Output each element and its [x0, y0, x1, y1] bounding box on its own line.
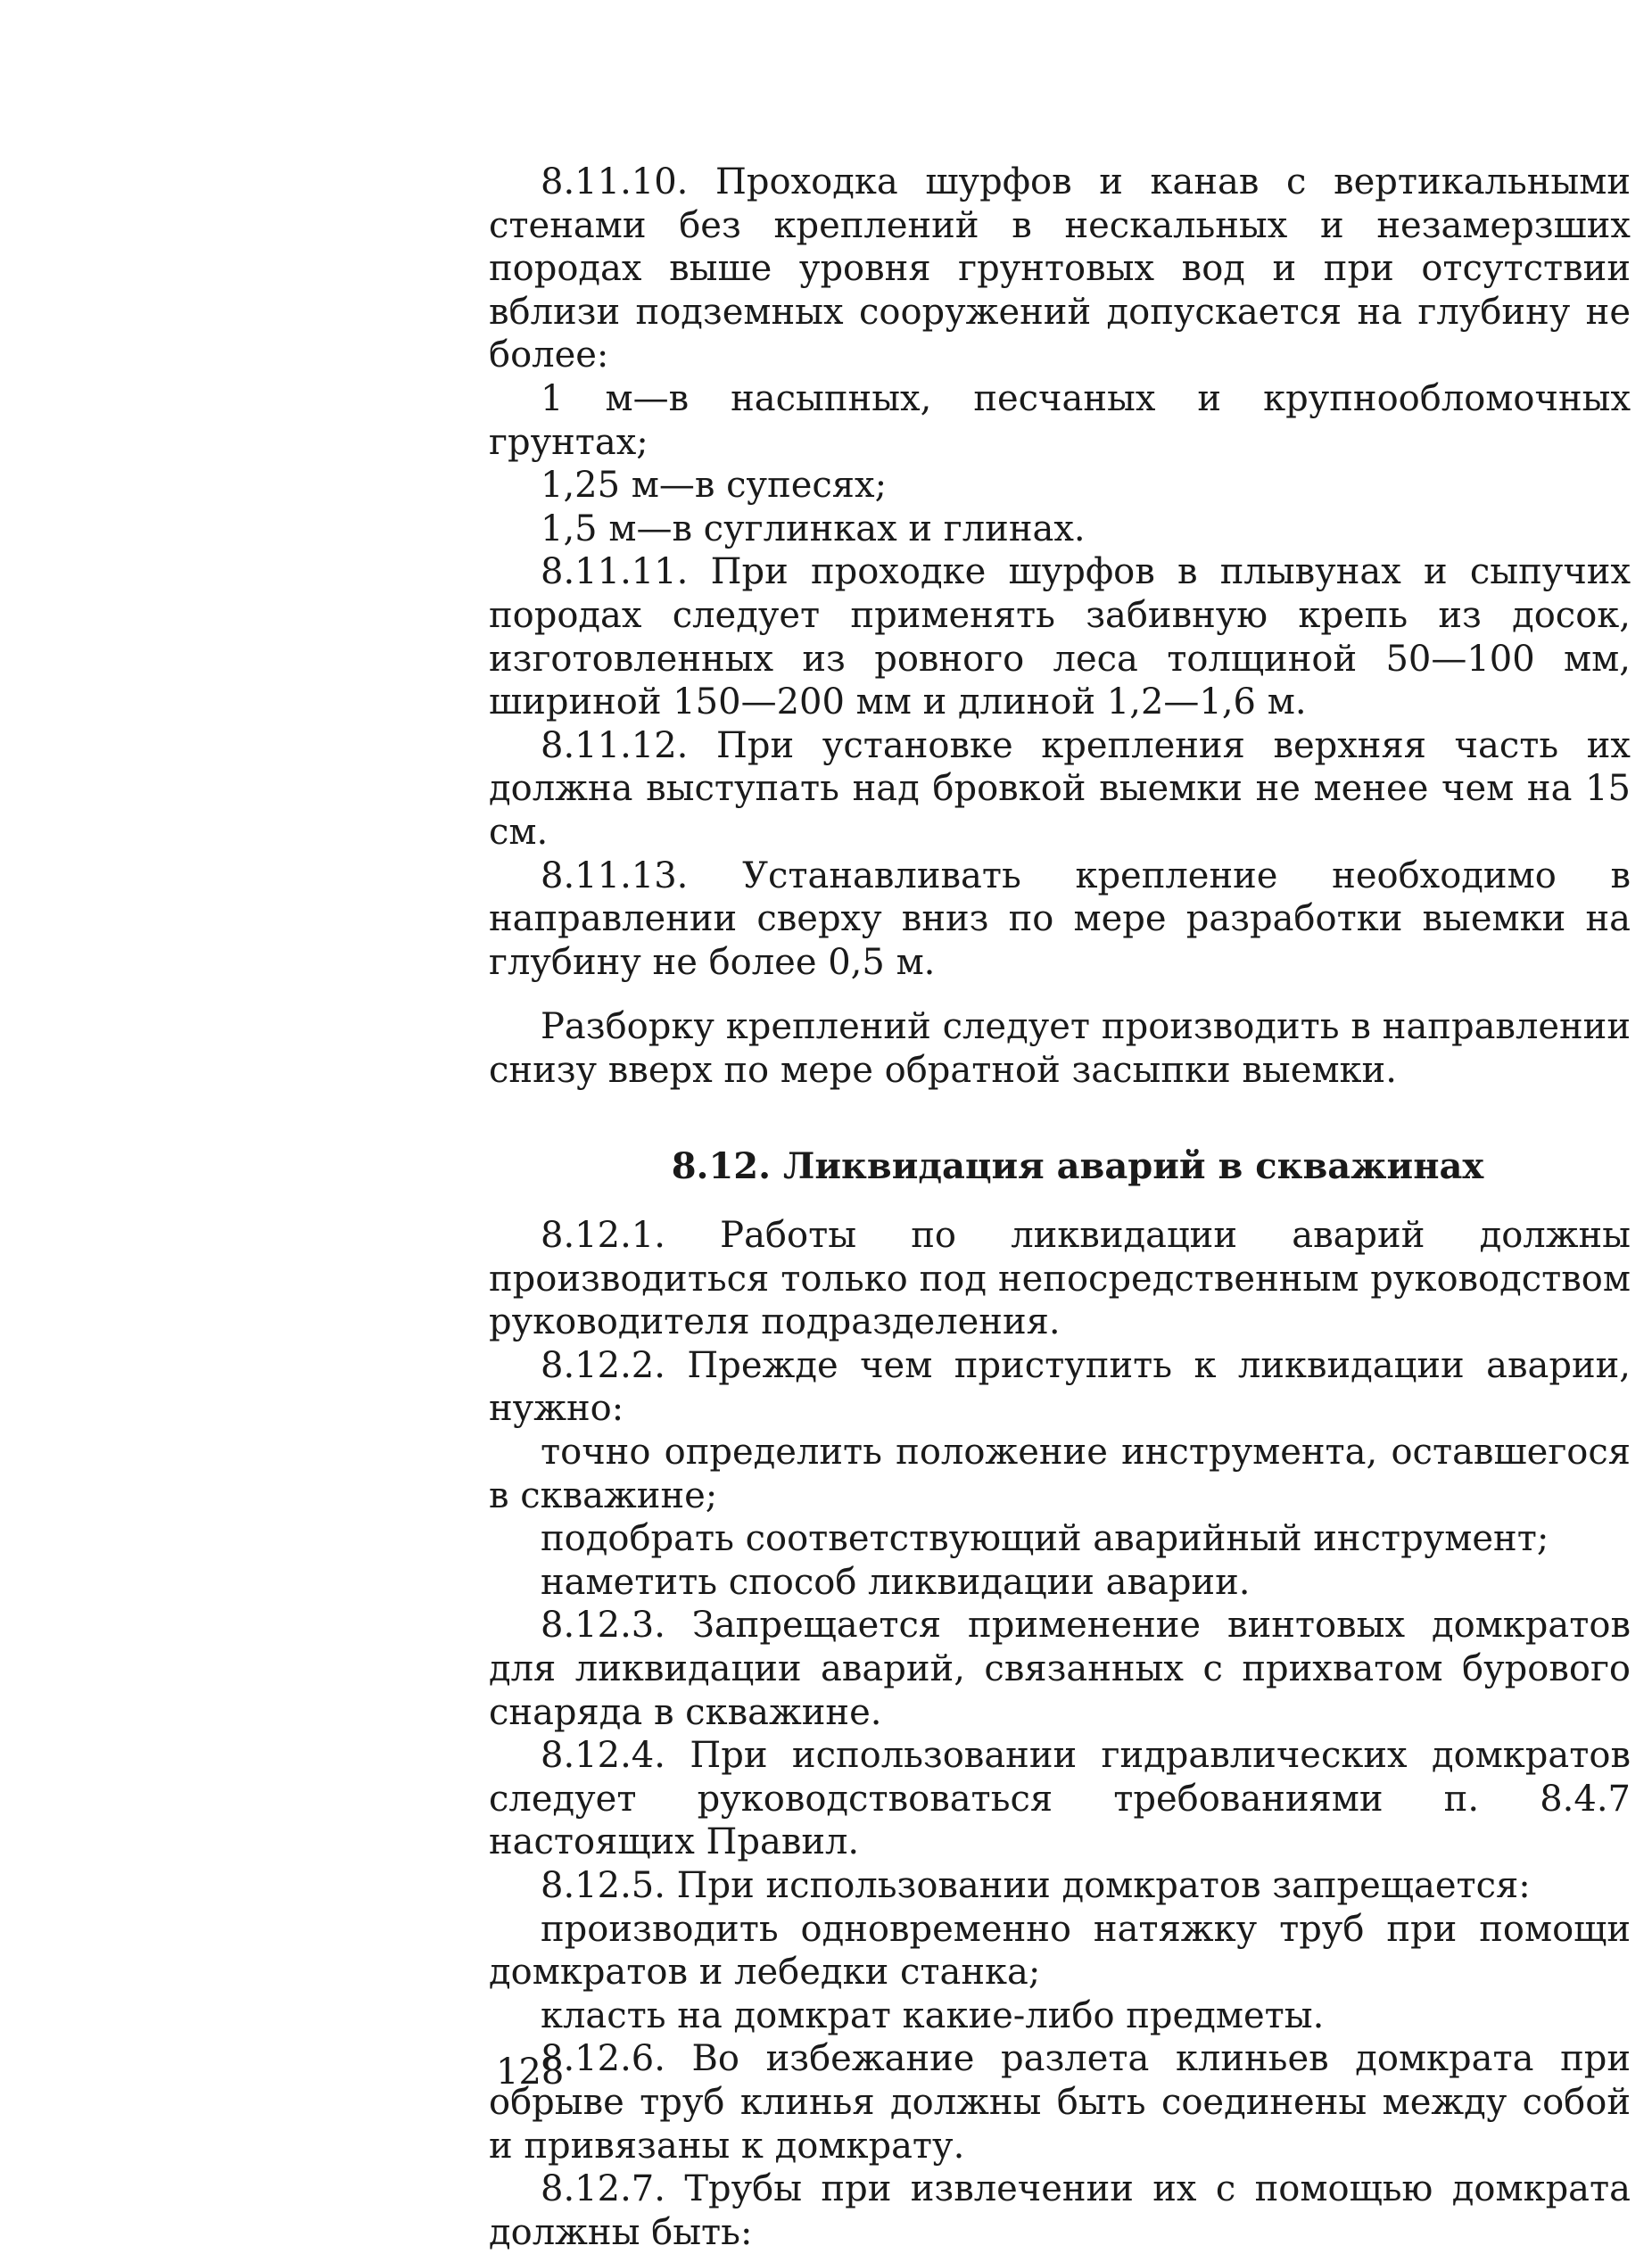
paragraph-8-12-2: 8.12.2. Прежде чем приступить к ликвидации аварии, нужно:: [489, 1344, 1631, 1430]
paragraph-8-12-3: 8.12.3. Запрещается применение винтовых домкратов для ликвидации аварий, связанных с прихватом бурового снаряда в скважине.: [489, 1605, 1631, 1733]
list-item-select-tool: подобрать соответствующий аварийный инструмент;: [541, 1518, 1549, 1560]
list-item-objects-on-jack: класть на домкрат какие-либо предметы.: [541, 1994, 1325, 2036]
document-page: [489, 161, 1631, 2254]
list-item-sandy-loam: 1,25 м—в супесях;: [541, 465, 888, 507]
list-item-simultaneous-pull: производить одновременно натяжку труб при помощи домкратов и лебедки станка;: [489, 1908, 1631, 1994]
list-item-plan-method: наметить способ ликвидации аварии.: [541, 1561, 1251, 1603]
paragraph-8-12-5: 8.12.5. При использовании домкратов запрещается:: [541, 1864, 1531, 1906]
list-item-loam-clay: 1,5 м—в суглинках и глинах.: [541, 508, 1086, 549]
paragraph-8-11-13: 8.11.13. Устанавливать крепление необходимо в направлении сверху вниз по мере разработки выемки на глубину не более 0,5 м.: [489, 855, 1631, 983]
list-item-determine-position: точно определить положение инструмента, оставшегося в скважине;: [489, 1432, 1631, 1516]
paragraph-8-11-10: 8.11.10. Проходка шурфов и канав с вертикальными стенами без креплений в нескальных и незамерзших породах выше уровня грунтовых вод и при отсутствии вблизи подземных сооружений допускается на глубину не более:: [489, 161, 1631, 376]
page-number: 128: [496, 2052, 565, 2093]
paragraph-8-12-1: 8.12.1. Работы по ликвидации аварий должны производиться только под непосредственным руководством руководителя подразделения.: [489, 1215, 1631, 1343]
paragraph-8-12-4: 8.12.4. При использовании гидравлических домкратов следует руководствоваться требованиями п. 8.4.7 настоящих Правил.: [489, 1735, 1631, 1863]
paragraph-8-11-11: 8.11.11. При проходке шурфов в плывунах и сыпучих породах следует применять забивную крепь из досок, изготовленных из ровного леса толщиной 50—100 мм, шириной 150—200 мм и длиной 1,2—1,6 м.: [489, 551, 1631, 723]
paragraph-8-12-6: 8.12.6. Во избежание разлета клиньев домкрата при обрыве труб клинья должны быть соединены между собой и привязаны к домкрату.: [489, 2038, 1631, 2167]
list-item-fill-soils: 1 м—в насыпных, песчаных и крупнообломочных грунтах;: [489, 377, 1631, 463]
paragraph-dismantling: Разборку креплений следует производить в направлении снизу вверх по мере обратной засыпки выемки.: [489, 1006, 1631, 1091]
paragraph-8-12-7: 8.12.7. Трубы при извлечении их с помощью домкрата должны быть:: [489, 2168, 1631, 2253]
paragraph-8-11-12: 8.11.12. При установке крепления верхняя часть их должна выступать над бровкой выемки не менее чем на 15 см.: [489, 724, 1631, 853]
section-heading-8-12: 8.12. Ликвидация аварий в скважинах: [671, 1145, 1484, 1188]
